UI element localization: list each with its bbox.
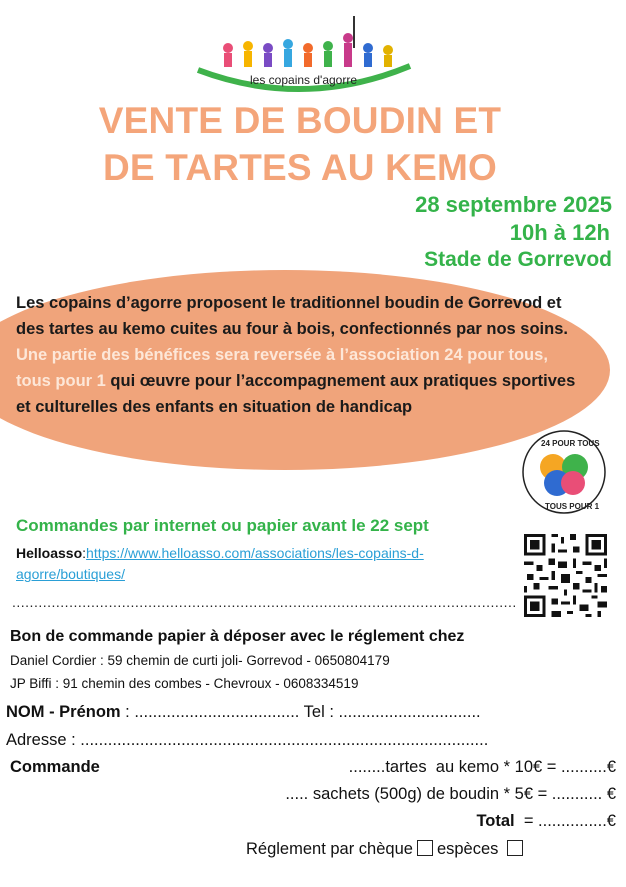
title-line-1: VENTE DE BOUDIN ET: [98, 100, 502, 141]
nom-tel-fields[interactable]: : .................................... Tel : ...............................: [120, 703, 481, 721]
description-part-2: qui œuvre pour l’accompagnement aux pratiques sportives et culturelles des enfants en situation de handicap: [16, 372, 576, 416]
payment-cheque-label: Réglement par chèque: [246, 840, 413, 858]
total-label: Total: [476, 812, 515, 830]
description-part-1: Les copains d’agorre proposent le traditionnel boudin de Gorrevod et des tartes au kemo cuites au four à bois, confectionnés par nos soins.: [16, 294, 568, 338]
helloasso-line: Helloasso:https://www.helloasso.com/associations/les-copains-d-agorre/boutiques/: [16, 545, 424, 582]
contact-address-2: JP Biffi : 91 chemin des combes - Chevroux - 0608334519: [10, 676, 359, 691]
form-adresse-line[interactable]: Adresse : .........................................................................................: [6, 731, 489, 749]
form-total-line[interactable]: [476, 812, 616, 831]
event-hours: 10h à 12h: [509, 220, 610, 245]
orders-heading: Commandes par internet ou papier avant le 22 sept: [16, 516, 429, 535]
badge-top-text: 24 POUR TOUS: [541, 439, 600, 448]
copains-agorre-logo: [188, 8, 420, 96]
nom-label: NOM - Prénom: [6, 703, 121, 721]
cash-checkbox[interactable]: [507, 840, 523, 856]
event-date: 28 septembre 2025: [415, 192, 612, 217]
form-commande-label: Commande: [10, 758, 100, 776]
form-payment-line: [246, 840, 527, 859]
badge-bottom-text: TOUS POUR 1: [545, 502, 600, 511]
contact-address-1: Daniel Cordier : 59 chemin de curti joli- Gorrevod - 0650804179: [10, 653, 390, 668]
form-boudin-line[interactable]: ..... sachets (500g) de boudin * 5€ = ........... €: [285, 785, 616, 803]
description-highlight: Une partie des bénéfices sera reversée à l’association 24 pour tous, tous pour 1: [16, 346, 548, 390]
event-description: [16, 290, 576, 420]
payment-cash-label: espèces: [436, 840, 499, 858]
cheque-checkbox[interactable]: [417, 840, 433, 856]
title-line-2: DE TARTES AU KEMO: [103, 147, 497, 188]
logo-figures: [223, 16, 393, 67]
helloasso-label: Helloasso: [16, 545, 83, 561]
form-nom-line[interactable]: [6, 703, 481, 722]
event-place: Stade de Gorrevod: [424, 248, 612, 271]
paper-order-heading: Bon de commande papier à déposer avec le réglement chez: [10, 628, 465, 645]
form-tartes-line[interactable]: ........tartes au kemo * 10€ = ..........€: [348, 758, 616, 776]
total-field[interactable]: = ...............€: [514, 812, 616, 830]
24-pour-tous-badge: [521, 429, 607, 515]
qr-code[interactable]: [521, 531, 610, 620]
separator-dotted-line: ...................................................................................................................: [12, 594, 517, 610]
logo-text: les copains d'agorre: [250, 73, 358, 87]
helloasso-link[interactable]: https://www.helloasso.com/associations/les-copains-d-agorre/boutiques/: [16, 545, 424, 582]
